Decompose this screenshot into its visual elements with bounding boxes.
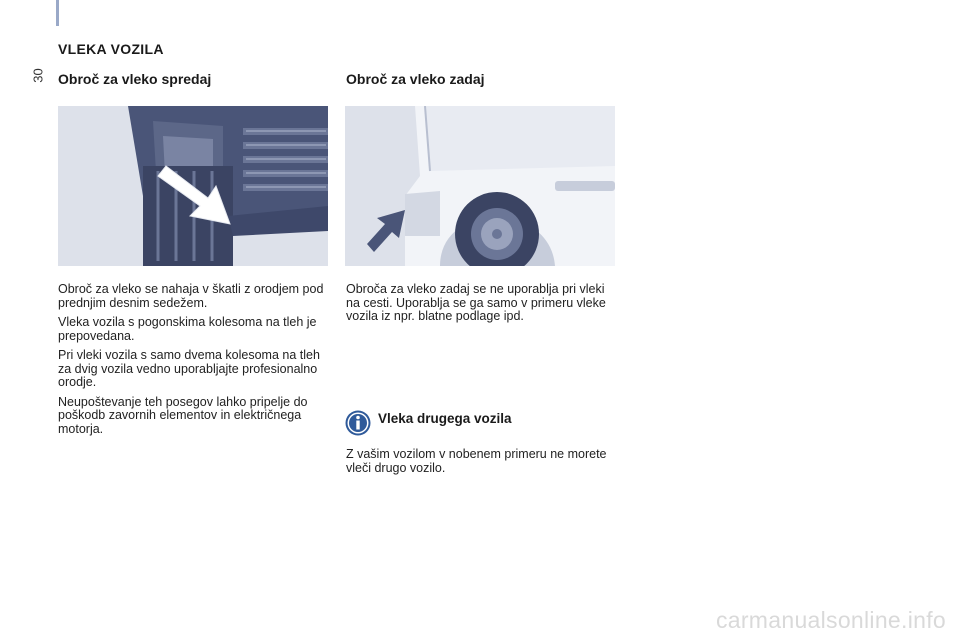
info-icon [345,410,371,436]
front-paragraph: Obroč za vleko se nahaja v škatli z orodjem pod prednjim desnim sedežem. [58,282,324,310]
info-text: Z vašim vozilom v nobenem primeru ne morete vleči drugo vozilo. [346,447,607,475]
front-tow-illustration [58,106,328,266]
front-tow-ring-text [58,283,328,442]
section-title: VLEKA VOZILA [58,41,164,57]
rear-paragraph: Obroča za vleko zadaj se ne uporablja pri vleki na cesti. Uporablja se ga samo v primeru vleke vozila iz npr. blatne podlage ipd. [346,282,606,323]
front-paragraph: Neupoštevanje teh posegov lahko pripelje do poškodb zavornih elementov in električnega motorja. [58,394,308,436]
rear-tow-illustration [345,106,615,266]
watermark: carmanualsonline.info [715,607,946,633]
rear-tow-ring-text [346,283,621,330]
page-number: 30 [30,68,46,83]
front-paragraph: Pri vleki vozila s samo dvema kolesoma na tleh za dvig vozila vedno uporabljajte profesionalno orodje. [58,348,320,389]
info-title: Vleka drugega vozila [378,411,512,426]
page-edge-bar [56,0,59,26]
rear-tow-ring-title: Obroč za vleko zadaj [346,71,485,87]
front-tow-ring-title: Obroč za vleko spredaj [58,71,212,87]
front-paragraph: Vleka vozila s pogonskima kolesoma na tleh je prepovedana. [58,315,317,343]
